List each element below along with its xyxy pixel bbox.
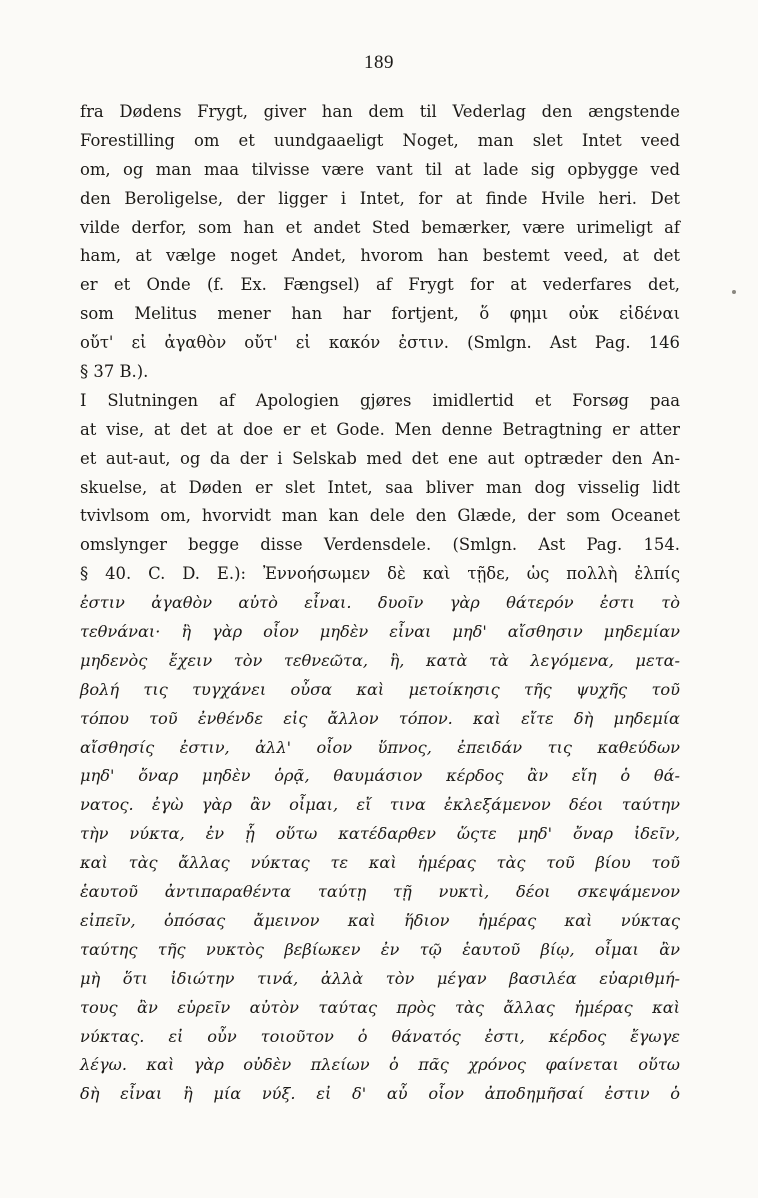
- text-line: τὴν νύκτα, ἐν ᾗ οὕτω κατέδαρθεν ὥςτε μηδ' ὄναρ ἰδεῖν,: [80, 824, 680, 844]
- text-line: τόπου τοῦ ἐνθένδε εἰς ἄλλον τόπον. καὶ εἴτε δὴ μηδεμία: [80, 708, 680, 728]
- text-line: αἴσθησίς ἐστιν, ἀλλ' οἷον ὕπνος, ἐπειδάν τις καθεύδων: [80, 737, 680, 757]
- text-line: om, og man maa tilvisse være vant til at lade sig opbygge ved: [80, 159, 680, 179]
- text-line: ἐστιν ἀγαθὸν αὐτὸ εἶναι. δυοῖν γὰρ θάτερόν ἐστι τὸ: [80, 593, 680, 613]
- text-line: εἰπεῖν, ὁπόσας ἄμεινον καὶ ἥδιον ἡμέρας καὶ νύκτας: [80, 910, 680, 930]
- text-line: οὔτ' εἰ ἀγαθὸν οὔτ' εἰ κακόν ἐστιν. (Smlgn. Ast Pag. 146: [80, 333, 680, 353]
- text-line: δὴ εἶναι ἢ μία νύξ. εἰ δ' αὖ οἷον ἀποδημῆσαί ἐστιν ὁ: [80, 1084, 680, 1104]
- text-line: § 37 B.).: [80, 362, 149, 382]
- text-line: μηδ' ὄναρ μηδὲν ὁρᾷ, θαυμάσιον κέρδος ἂν εἴη ὁ θά-: [80, 766, 680, 786]
- text-line: τους ἂν εὑρεῖν αὐτὸν ταύτας πρὸς τὰς ἄλλας ἡμέρας καὶ: [80, 997, 680, 1017]
- text-line: som Melitus mener han har fortjent, ὅ φημι οὐκ εἰδέναι: [80, 304, 680, 324]
- page-number: 189: [364, 52, 394, 73]
- text-line: Forestilling om et uundgaaeligt Noget, man slet Intet veed: [80, 130, 680, 150]
- text-line: omslynger begge disse Verdensdele. (Smlgn. Ast Pag. 154.: [80, 535, 680, 555]
- text-line: μὴ ὅτι ἰδιώτην τινά, ἀλλὰ τὸν μέγαν βασιλέα εὐαριθμή-: [80, 968, 680, 988]
- text-line: tvivlsom om, hvorvidt man kan dele den Glæde, der som Oceanet: [80, 506, 680, 526]
- text-line: et aut-aut, og da der i Selskab med det ene aut optræder den An-: [80, 448, 680, 468]
- text-line: νατος. ἐγὼ γὰρ ἂν οἶμαι, εἴ τινα ἐκλεξάμενον δέοι ταύτην: [80, 795, 680, 815]
- text-block: [80, 98, 680, 1109]
- margin-dot: [732, 290, 736, 294]
- text-line: λέγω. καὶ γὰρ οὐδὲν πλείων ὁ πᾶς χρόνος φαίνεται οὕτω: [80, 1055, 680, 1075]
- text-line: den Beroligelse, der ligger i Intet, for at finde Hvile heri. Det: [80, 188, 680, 208]
- text-line: I Slutningen af Apologien gjøres imidlertid et Forsøg paa: [80, 390, 680, 410]
- text-line: er et Onde (f. Ex. Fængsel) af Frygt for at vederfares det,: [80, 275, 680, 295]
- text-line: καὶ τὰς ἄλλας νύκτας τε καὶ ἡμέρας τὰς τοῦ βίου τοῦ: [80, 853, 680, 873]
- text-line: μηδενὸς ἔχειν τὸν τεθνεῶτα, ἢ, κατὰ τὰ λεγόμενα, μετα-: [80, 650, 680, 670]
- text-line: § 40. C. D. E.): Ἐννοήσωμεν δὲ καὶ τῇδε, ὡς πολλὴ ἐλπίς: [80, 564, 680, 584]
- text-line: vilde derfor, som han et andet Sted bemærker, være urimeligt af: [80, 217, 680, 237]
- text-line: ham, at vælge noget Andet, hvorom han bestemt veed, at det: [80, 246, 680, 266]
- text-line: at vise, at det at doe er et Gode. Men denne Betragtning er atter: [80, 419, 680, 439]
- text-line: νύκτας. εἰ οὖν τοιοῦτον ὁ θάνατός ἐστι, κέρδος ἔγωγε: [80, 1026, 680, 1046]
- text-line: ταύτης τῆς νυκτὸς βεβίωκεν ἐν τῷ ἑαυτοῦ βίῳ, οἶμαι ἂν: [80, 939, 680, 959]
- text-line: fra Dødens Frygt, giver han dem til Vederlag den ængstende: [80, 102, 680, 121]
- text-line: skuelse, at Døden er slet Intet, saa bliver man dog visselig lidt: [80, 477, 680, 497]
- text-line: βολή τις τυγχάνει οὖσα καὶ μετοίκησις τῆς ψυχῆς τοῦ: [80, 679, 680, 699]
- text-line: τεθνάναι· ἢ γὰρ οἷον μηδὲν εἶναι μηδ' αἴσθησιν μηδεμίαν: [80, 622, 680, 642]
- text-line: ἑαυτοῦ ἀντιπαραθέντα ταύτῃ τῇ νυκτὶ, δέοι σκεψάμενον: [80, 882, 680, 902]
